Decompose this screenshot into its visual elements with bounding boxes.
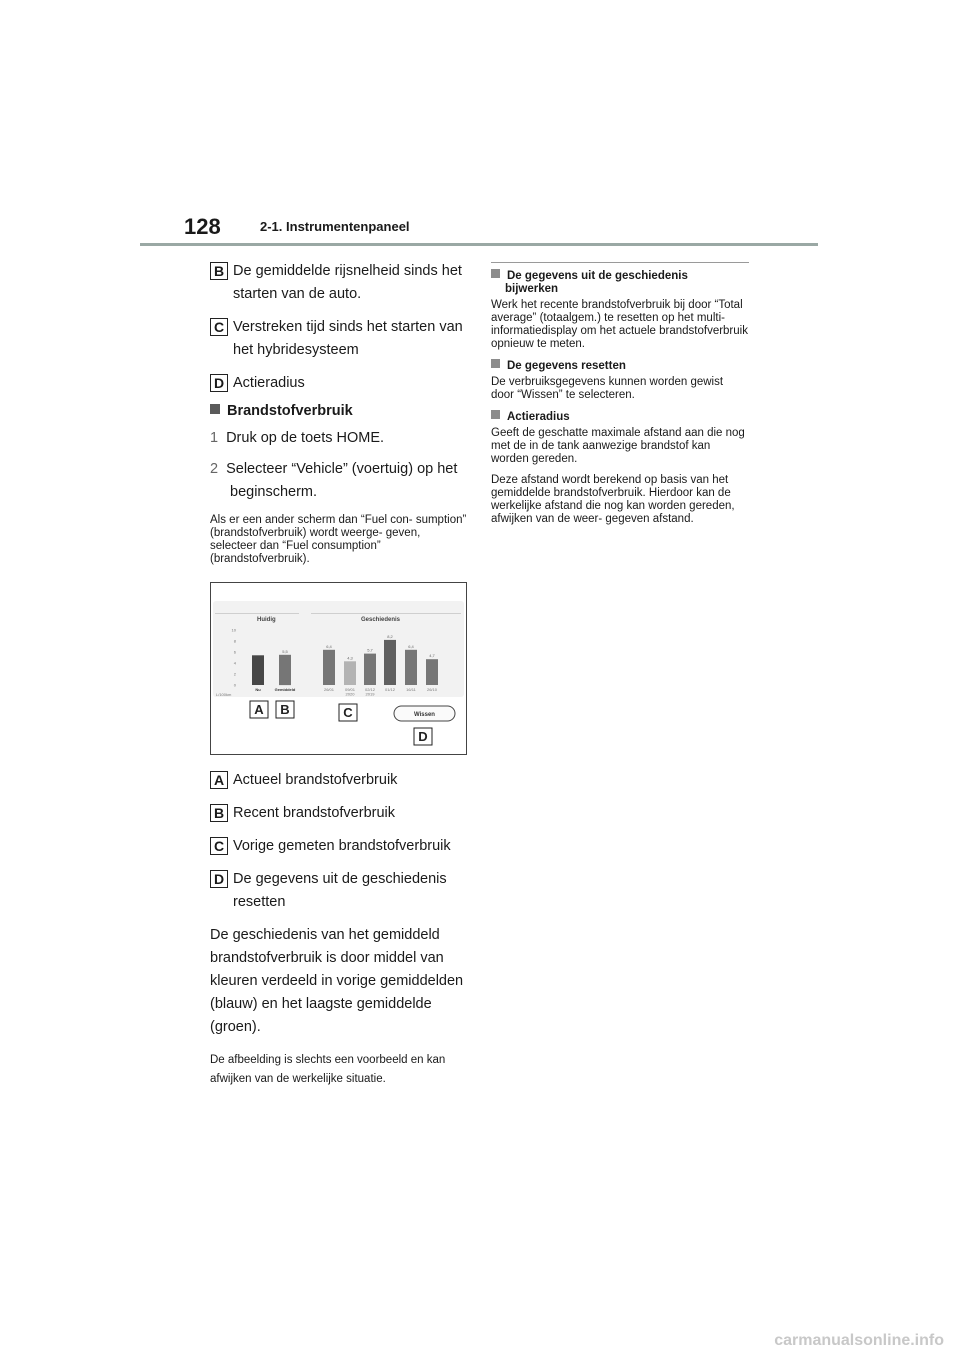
label-c: C (210, 837, 228, 855)
fuel-heading-text: Brandstofverbruik (227, 403, 353, 419)
bar-value-label: 4,3 (347, 655, 353, 661)
label-d: D (210, 870, 228, 888)
x-tick-label: 2020 (345, 691, 355, 697)
right-rule (491, 262, 749, 263)
fuel-heading (210, 403, 470, 419)
bar-value-label: 6,4 (408, 643, 414, 649)
x-tick-label: 02/12 (364, 687, 376, 692)
left-column (210, 260, 470, 1089)
legend-text: De gegevens uit de geschiedenis (233, 871, 447, 887)
legend-text: Recent brandstofverbruik (233, 805, 395, 821)
fuel-chart (211, 583, 466, 754)
bar-value-label: 8,2 (387, 633, 393, 639)
legend-item (210, 835, 470, 858)
callout-d (414, 728, 432, 745)
chart-bar (426, 659, 438, 685)
item-text: De gemiddelde rijsnelheid sinds het (233, 263, 462, 279)
section-body: Deze afstand wordt berekend op basis van het gemiddelde brandstofverbruik. Hierdoor kan de werkelijke afstand die nog kan worden gereden, afwijken van de weer- gegeven afstand. (491, 474, 735, 525)
header-rule (140, 243, 818, 246)
step-2 (210, 458, 470, 504)
example-note: De afbeelding is slechts een voorbeeld en kan afwijken van de werkelijke situatie. (210, 1054, 446, 1085)
y-tick-label: 2 (233, 671, 236, 677)
section-heading: De gegevens uit de geschiedenis bijwerken (491, 269, 749, 296)
step-text: Druk op de toets HOME. (226, 430, 385, 446)
bar-value-label: 4,7 (429, 653, 435, 659)
chart-bar (279, 655, 291, 685)
chart-bar (384, 640, 396, 685)
fuel-consumption-screen-figure (210, 582, 467, 755)
callout-b (276, 701, 294, 718)
y-tick-label: 10 (231, 627, 236, 633)
chart-bar (405, 650, 417, 685)
info-note: Als er een ander scherm dan “Fuel con- sumption” (brandstofverbruik) wordt weerge- geven, selecteer dan “Fuel consumption” (brandstofverbruik). (210, 514, 467, 565)
right-column (491, 262, 749, 534)
tab-current[interactable]: Huidig (257, 617, 276, 623)
bar-value-label: 5,7 (367, 647, 373, 653)
chart-bar (252, 655, 264, 685)
chart-bar (344, 661, 356, 685)
x-tick-label: 2019 (365, 691, 375, 697)
y-tick-label: 6 (233, 649, 236, 655)
item-text-cont: het hybridesysteem (233, 342, 359, 358)
section-title: 2-1. Instrumentenpaneel (260, 219, 410, 234)
bullet-square-icon (491, 269, 500, 278)
step-text: Selecteer “Vehicle” (voertuig) op het (226, 461, 458, 477)
step-number: 1 (210, 430, 219, 446)
tab-underline (215, 613, 299, 614)
label-b: B (210, 804, 228, 822)
bullet-square-icon (491, 410, 500, 419)
label-a: A (210, 771, 228, 789)
bullet-square-icon (491, 359, 500, 368)
svg-text:A: A (254, 702, 264, 717)
step-1 (210, 427, 470, 450)
label-b: B (210, 262, 228, 280)
item-text: Actieradius (233, 375, 305, 391)
page-number: 128 (184, 214, 221, 239)
section-heading: De gegevens resetten (491, 359, 749, 373)
top-item (210, 372, 470, 395)
callout-a (250, 701, 268, 718)
section-body: Werk het recente brandstofverbruik bij door “Total average” (totaalgem.) te resetten op het multi-informatiedisplay om het actuele brandstofverbruik opnieuw te meten. (491, 299, 748, 350)
chart-bar (364, 654, 376, 685)
x-tick-label: Gemiddeld (274, 687, 296, 692)
svg-text:B: B (280, 702, 290, 717)
legend-item (210, 769, 470, 792)
tab-underline (311, 613, 461, 614)
section-heading: Actieradius (491, 410, 749, 424)
x-tick-label: Nu (255, 687, 261, 692)
step-text-cont: beginscherm. (230, 484, 318, 500)
bar-value-label: 5,5 (282, 648, 288, 654)
x-tick-label: 09/01 (344, 687, 356, 692)
legend-text: Vorige gemeten brandstofverbruik (233, 838, 451, 854)
callout-c (339, 704, 357, 721)
wissen-button-label: Wissen (414, 712, 435, 718)
item-text: Verstreken tijd sinds het starten van (233, 319, 463, 335)
x-tick-label: 26/10 (426, 687, 438, 692)
label-d: D (210, 374, 228, 392)
top-item (210, 260, 470, 306)
y-tick-label: 4 (233, 660, 236, 666)
history-paragraph: De geschiedenis van het gemiddeld brandstofverbruik is door middel van kleuren verdeeld in vorige gemiddelden (blauw) en het laagste gemiddelde (groen). (210, 927, 464, 1035)
svg-text:C: C (343, 705, 353, 720)
legend-item (210, 802, 470, 825)
label-c: C (210, 318, 228, 336)
item-text-cont: starten van de auto. (233, 286, 362, 302)
unit-label: L/100km (216, 692, 232, 697)
x-tick-label: 26/01 (323, 687, 335, 692)
legend-item (210, 868, 470, 914)
bar-value-label: 6,4 (326, 643, 332, 649)
watermark: carmanualsonline.info (774, 1332, 944, 1349)
x-tick-label: 16/11 (406, 687, 416, 692)
svg-text:D: D (418, 729, 428, 744)
tab-history[interactable]: Geschiedenis (361, 617, 401, 623)
y-tick-label: 8 (233, 638, 236, 644)
section-body: De verbruiksgegevens kunnen worden gewist door “Wissen” te selecteren. (491, 376, 724, 401)
bullet-square-icon (210, 404, 220, 414)
legend-text: Actueel brandstofverbruik (233, 772, 398, 788)
top-item (210, 316, 470, 362)
chart-bar (323, 650, 335, 685)
section-body: Geeft de geschatte maximale afstand aan die nog met de in de tank aanwezige brandstof kan worden gereden. (491, 427, 745, 465)
step-number: 2 (210, 461, 219, 477)
y-tick-label: 0 (233, 682, 236, 688)
x-tick-label: 01/12 (384, 687, 396, 692)
legend-text-cont: resetten (233, 894, 286, 910)
